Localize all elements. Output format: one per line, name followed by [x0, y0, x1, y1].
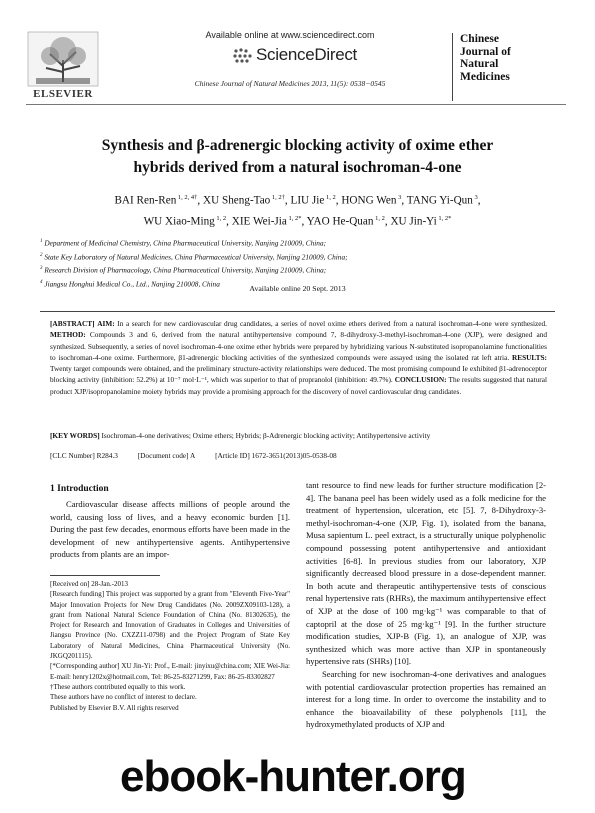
author-name: , LIU Jie	[284, 194, 325, 207]
author-affil-mark: 1, 2	[373, 214, 385, 222]
title-line: Synthesis and β-adrenergic blocking activity of oxime ether	[101, 137, 494, 154]
affiliation	[40, 250, 560, 264]
author-affil-mark: 1, 2*	[286, 214, 302, 222]
paper-title	[40, 135, 555, 179]
author-name: , YAO He-Quan	[301, 215, 374, 228]
author-name: BAI Ren-Ren	[114, 194, 177, 207]
author-affil-mark: 1, 2	[324, 194, 336, 201]
method-label: METHOD:	[50, 330, 86, 340]
affiliation	[40, 263, 560, 277]
author-affil-mark: 1, 2	[214, 214, 227, 222]
conclusion-label: CONCLUSION:	[394, 375, 447, 385]
author-name: , TANG Yi-Qun	[401, 194, 473, 207]
header-divider	[26, 104, 566, 105]
journal-citation: Chinese Journal of Natural Medicines 2013, 11(5): 0538−0545	[194, 79, 386, 88]
abstract-divider	[40, 311, 555, 312]
classification-codes	[50, 451, 547, 460]
abstract-label: [ABSTRACT]	[50, 319, 95, 328]
journal-name-line: Medicines	[460, 70, 510, 83]
keywords-line	[50, 431, 547, 440]
author-affil-mark: 1, 2†	[270, 194, 285, 201]
sciencedirect-name: ScienceDirect	[256, 45, 357, 64]
clc-number: [CLC Number] R284.3	[50, 451, 118, 460]
intro-paragraph: tant resource to find new leads for further structure modification [2-4]. The banana peel has been widely used as a folk medicine for the treatment of hypertension, ulceration, etc [5]. 7, 8-Dihydroxy-3-methyl-isochroman-4-one (XJP, Fig. 1), isolated from the banana, Musa sapientum L. peel extract, is a structurally unique polyphenolic compound possessing potent antihypertensive and antioxidant activities [6-8]. In previous studies from our laboratory, XJP significantly decreased blood pressure in a dose-dependent manner. In both acute and therapeutic antihypertensive tests of conscious renal hypertensive rats (RHRs), the maximum antihypertensive effect of XJP at the dose of 100 mg·kg⁻¹ was comparable to that of captopril at the dose of 25 mg·kg⁻¹ [9]. In the further structure modification studies, XJP-B (Fig. 1), an analogue of XJP, was synthesized which was more active than XJP in spontaneously hypertensive rats (SHRs) [10].	[306, 480, 546, 667]
keywords-label: [KEY WORDS]	[50, 431, 100, 440]
keywords-text: Isochroman-4-one derivatives; Oxime ethers; Hybrids; β-Adrenergic blocking activity; Antihypertensive activity	[99, 431, 431, 440]
affiliation-text: Research Division of Pharmacology, China Pharmaceutical University, Nanjing 210009, China;	[42, 265, 327, 275]
author-affil-mark: 1, 2*	[436, 214, 452, 222]
footnotes	[50, 579, 290, 713]
affiliation	[40, 236, 560, 250]
method-text: Compounds 3 and 6, derived from the natural antihypertensive compound 7, 8-dihydroxy-3-methyl-isochroman-4-one (XJP), were designed and synthesized. Subsequently, a series of novel isochroman-4-one oxime ether hybrids were prepared by hybridizing various N-substituted isopropanolamine functionalities to isochroman-4-one oxime. Furthermore, β1-adrenergic blocking activities of the synthesized compounds were assayed using the isolated rat left atria.	[50, 330, 547, 362]
aim-label: AIM:	[97, 319, 115, 328]
author-affil-mark: 3	[396, 194, 402, 201]
elsevier-wordmark: ELSEVIER	[33, 88, 93, 100]
author-name: , XU Sheng-Tao	[197, 194, 271, 207]
footnote-received: [Received on] 28-Jan.-2013	[50, 580, 128, 588]
results-text: Twenty target compounds were obtained, and the preliminary structure-activity relationships were deduced. The most promising compound Ie exhibited β1-adrenoceptor blocking activity (inhibition: 52.2%) at 10⁻⁷ mol·L⁻¹, which was superior to that of propranolol (inhibition: 49.7%).	[50, 364, 547, 385]
footnote-publisher: Published by Elsevier B.V. All rights reserved	[50, 703, 179, 712]
affiliation-number: 2	[40, 252, 43, 258]
author-affil-mark: 1, 2, 4†	[176, 194, 198, 201]
author-affil-mark: 3	[472, 194, 478, 201]
affiliation-number: 1	[40, 239, 43, 244]
sciencedirect-dots-icon	[232, 47, 254, 67]
intro-paragraph: Searching for new isochroman-4-one derivatives and analogues with potential cardiovascular protection properties has remained an interest for a long time. In order to overcome the instability and to enhance the bioavailability of these polyphenols [11], the hydroxymethylated products of XJP and	[306, 668, 546, 730]
footnote-divider	[50, 575, 160, 576]
aim-text: In a search for new cardiovascular drug candidates, a series of novel oxime ethers derived from a natural isochroman-4-one were synthesized.	[114, 319, 547, 328]
intro-paragraph: Cardiovascular disease affects millions of people around the world, causing loss of lives, and a heavy economic burden [1]. During the past few decades, enormous efforts have been made in the development of new antihypertensive agents. Antihypertensive products from plants are an impor-	[50, 499, 290, 560]
journal-name-line: Chinese	[460, 33, 499, 45]
watermark-text: ebook-hunter.org	[120, 752, 466, 801]
author-name: , HONG Wen	[335, 194, 397, 207]
conclusion-text: The results suggested that natural product XJP/isopropanolamine moiety hybrids may provide a promising approach for the discovery of novel cardiovascular drug candidates.	[50, 375, 547, 396]
journal-name-line: Journal of	[460, 45, 511, 58]
article-id: [Article ID] 1672-3651(2013)05-0538-08	[215, 451, 337, 460]
author-name: , XIE Wei-Jia	[226, 215, 287, 228]
author-line-1	[40, 189, 555, 210]
available-online-date: Available online 20 Sept. 2013	[249, 284, 346, 293]
affiliation-number: 3	[40, 266, 43, 272]
journal-name-line: Natural	[460, 58, 499, 70]
author-line-2	[40, 210, 555, 231]
affiliation-list	[40, 236, 560, 291]
document-code: [Document code] A	[137, 451, 196, 460]
author-name: WU Xiao-Ming	[143, 215, 215, 228]
author-list	[40, 189, 555, 230]
affiliation-number: 4	[40, 279, 43, 285]
affiliation-text: State Key Laboratory of Natural Medicines, China Pharmaceutical University, Nanjing 210009, China;	[42, 252, 348, 262]
abstract-block	[50, 318, 547, 397]
section-heading-introduction: 1 Introduction	[50, 484, 109, 494]
affiliation-text: Department of Medicinal Chemistry, China Pharmaceutical University, Nanjing 210009, China;	[42, 238, 327, 248]
results-label: RESULTS:	[511, 352, 547, 362]
footnote-conflict: These authors have no conflict of interest to declare.	[50, 693, 197, 702]
footnote-funding: [Research funding] This project was supported by a grant from "Eleventh Five-Year" Major Innovation Projects for New Drug Candidates (No. 2009ZX09103-128), a grant from National Natural Science Foundation of China (No. 81302635), the Project for Research and Innovation of Graduates in Colleges and Universities of Jiangsu Province (No. CXZZ11-0798) and the Project Program of State Key Laboratory of Natural Medicines, China Pharmaceutical University (No. JKGQ201115).	[50, 590, 290, 661]
footnote-corresponding: [*Corresponding author] XU Jin-Yi: Prof., E-mail: jinyixu@china.com; XIE Wei-Jia: E-mail: henry1202x@hotmail.com, Tel: 86-25-83271299, Fax: 86-25-83302827	[50, 662, 290, 681]
footnote-equal-contribution: †These authors contributed equally to this work.	[50, 682, 186, 691]
right-column	[306, 479, 546, 731]
title-line: hybrids derived from a natural isochroman-4-one	[133, 159, 462, 176]
author-name: , XU Jin-Yi	[384, 215, 437, 228]
journal-name-block	[452, 33, 564, 101]
available-online-line: Available online at www.sciencedirect.com	[205, 30, 375, 40]
left-column	[50, 498, 290, 561]
author-separator: ,	[477, 194, 481, 207]
affiliation-text: Jiangsu Honghui Medical Co., Ltd., Nanjing 210008, China	[42, 279, 220, 289]
